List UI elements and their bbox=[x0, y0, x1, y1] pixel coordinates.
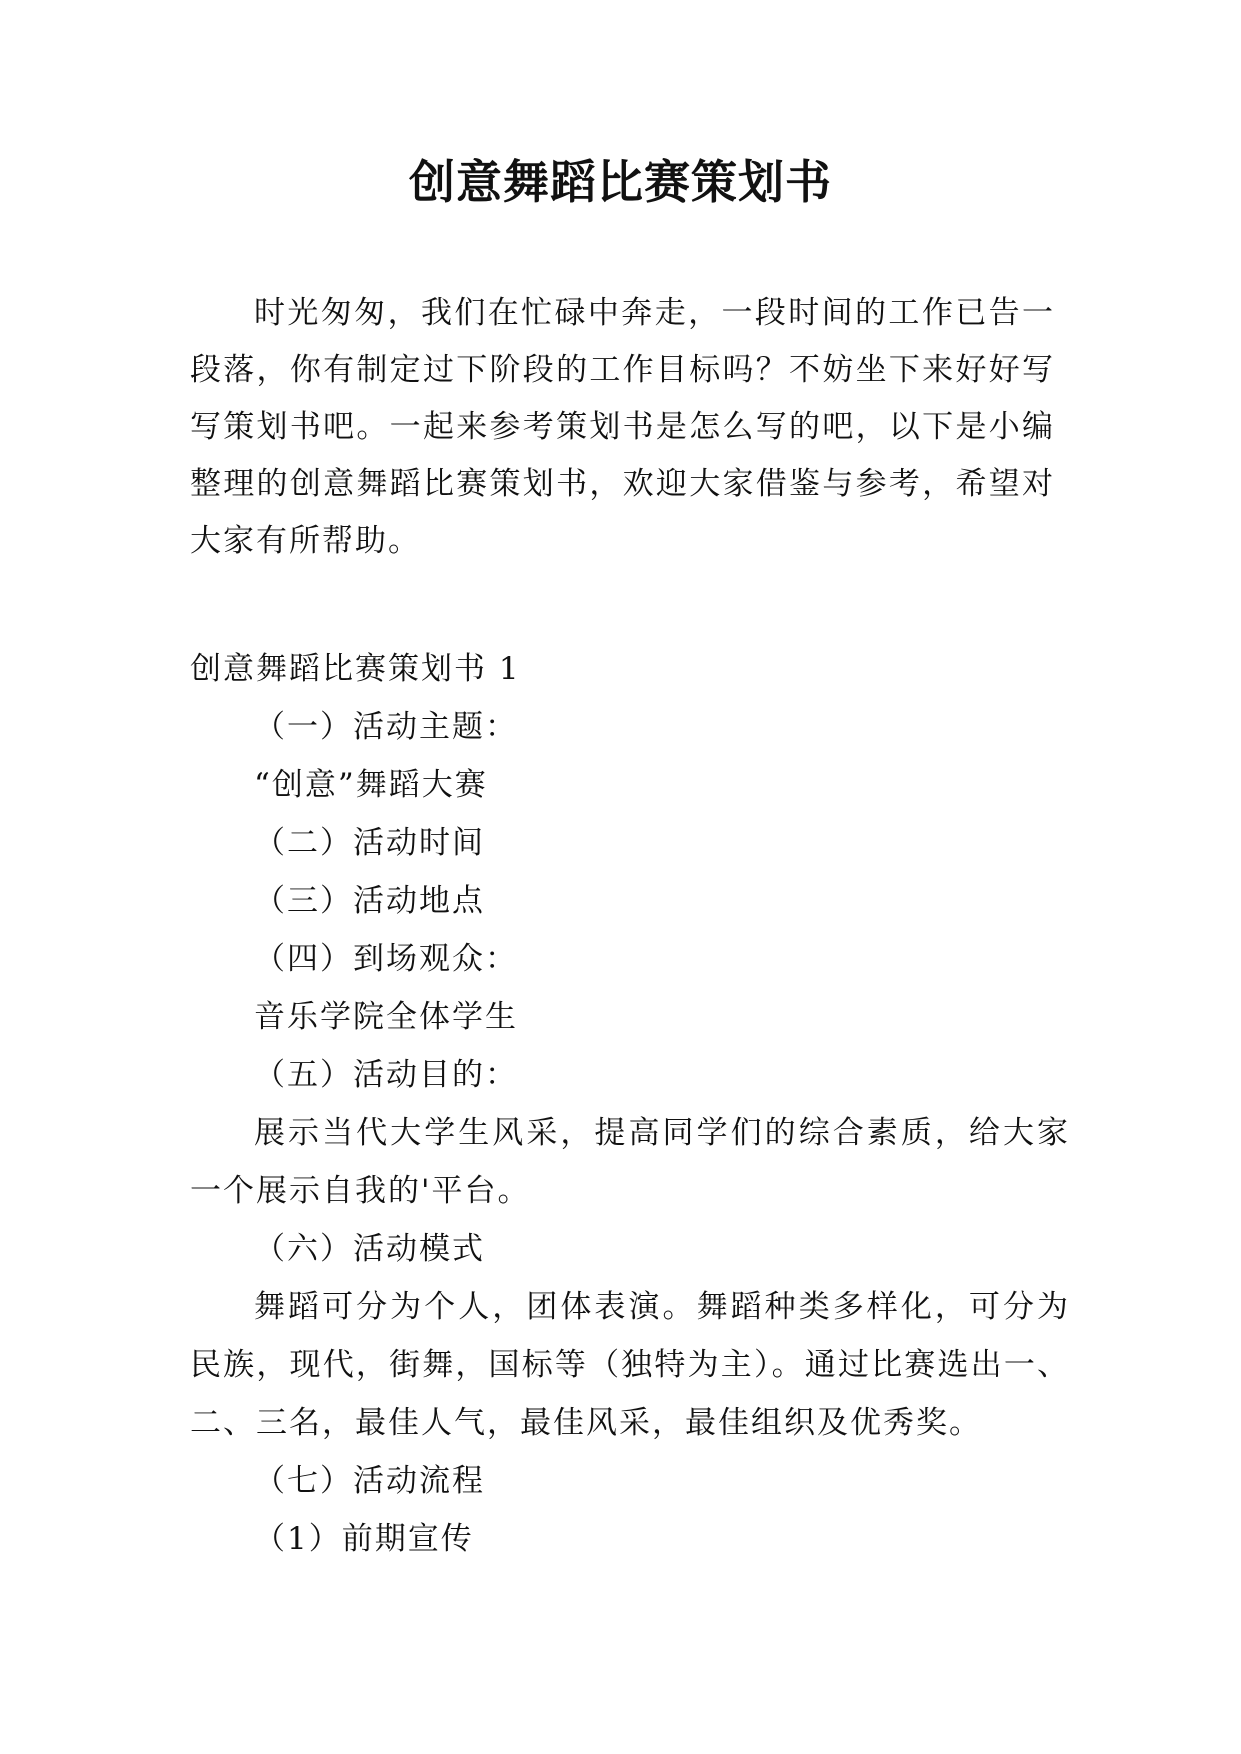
item-theme-heading: （一）活动主题： bbox=[254, 709, 518, 745]
item-audience-value: 音乐学院全体学生 bbox=[254, 999, 518, 1035]
item-audience-heading: （四）到场观众： bbox=[254, 941, 518, 977]
item-theme-value: “创意”舞蹈大赛 bbox=[254, 767, 488, 803]
item-time-heading: （二）活动时间 bbox=[254, 825, 485, 861]
section-heading: 创意舞蹈比赛策划书 1 bbox=[190, 651, 521, 687]
document-body bbox=[190, 640, 1070, 1568]
item-mode-value: 舞蹈可分为个人，团体表演。舞蹈种类多样化，可分为民族，现代，街舞，国标等（独特为主）。通过比赛选出一、二、三名，最佳人气，最佳风采，最佳组织及优秀奖。 bbox=[190, 1289, 1070, 1441]
item-purpose-heading: （五）活动目的： bbox=[254, 1057, 518, 1093]
document-title: 创意舞蹈比赛策划书 bbox=[409, 155, 832, 209]
intro-paragraph: 时光匆匆，我们在忙碌中奔走，一段时间的工作已告一段落，你有制定过下阶段的工作目标吗？不妨坐下来好好写写策划书吧。一起来参考策划书是怎么写的吧，以下是小编整理的创意舞蹈比赛策划书，欢迎大家借鉴与参考，希望对大家有所帮助。 bbox=[190, 295, 1055, 559]
item-purpose-value: 展示当代大学生风采，提高同学们的综合素质，给大家一个展示自我的'平台。 bbox=[190, 1115, 1070, 1209]
item-mode-heading: （六）活动模式 bbox=[254, 1231, 485, 1267]
item-process-step-1: （1）前期宣传 bbox=[254, 1521, 474, 1557]
item-process-heading: （七）活动流程 bbox=[254, 1463, 485, 1499]
item-location-heading: （三）活动地点 bbox=[254, 883, 485, 919]
